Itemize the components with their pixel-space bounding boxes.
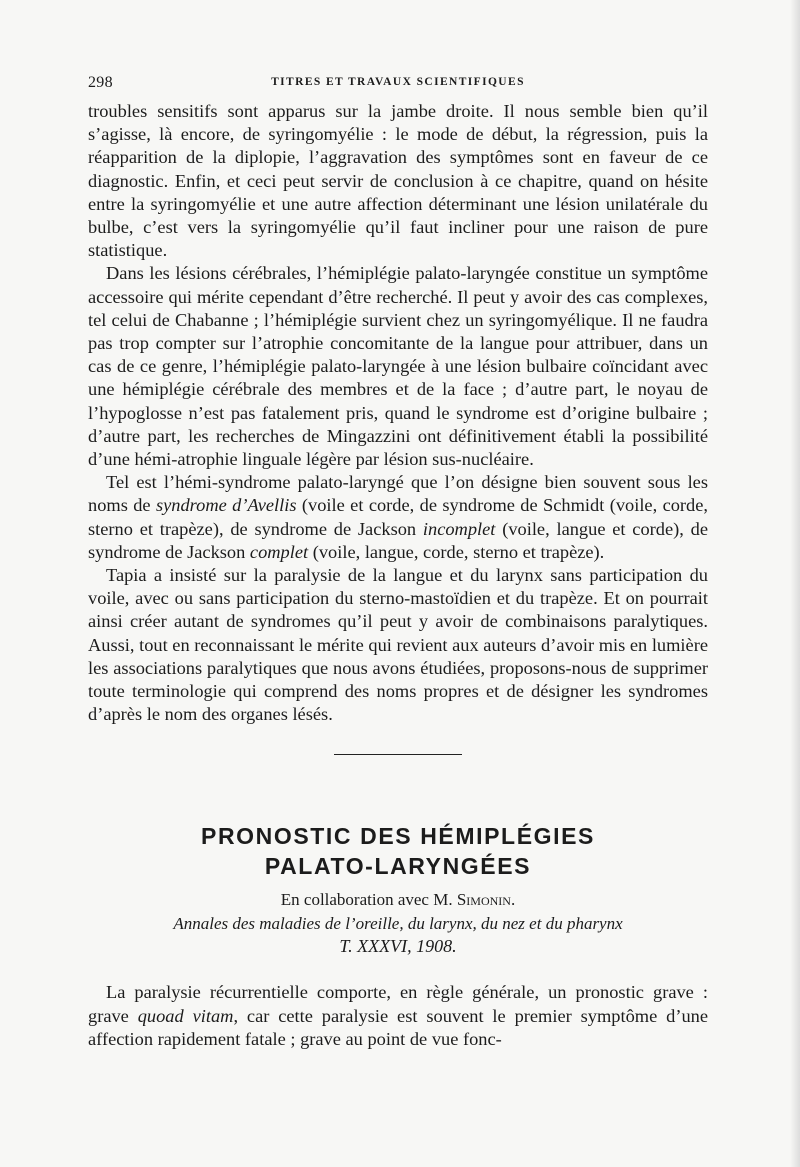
text-run: , car cette paralysie est souvent le premier symptôme d’une affection rapidement fatale ; grave au point de vue fonc-	[88, 1005, 708, 1049]
paragraph-cerebral-lesions: Dans les lésions cérébrales, l’hémiplégie palato-laryngée constitue un symptôme accessoire qui mérite cependant d’être recherché. Il peut y avoir des cas complexes, tel celui de Chabanne ; l’hémiplégie survient chez un syringomyélique. Il ne faudra pas trop compter sur l’atrophie concomitante de la langue pour attribuer, dans un cas de ce genre, l’hémiplégie palato-laryngée à une lésion bulbaire coïncidant avec une hémiplégie cérébrale des membres et de la face ; d’autre part, le noyau de l’hypoglosse n’est pas fatalement pris, quand le syndrome est d’origine bulbaire ; d’autre part, les recherches de Mingazzini ont définitivement établi la possibilité d’une hémi-atrophie linguale légère par lésion sus-nucléaire.	[88, 263, 708, 470]
page-number: 298	[88, 74, 113, 91]
text-run: Tel est l’hémi-syndrome palato-laryngé que l’on désigne bien souvent sous les noms de	[88, 472, 708, 516]
section-divider	[334, 754, 462, 755]
paragraph-tapia: Tapia a insisté sur la paralysie de la langue et du larynx sans participation du voile, avec ou sans participation du sterno-mastoïdien et du trapèze. Et on pourrait ainsi créer autant de syndromes qu’il peut y avoir de combinaisons paralytiques. Aussi, tout en reconnaissant le mérite qui revient aux auteurs d’avoir mis en lumière les associations paralytiques que nous avons étudiées, proposons-nous de supprimer toute terminologie qui comprend des noms propres et de désigner les syndromes d’après le nom des organes lésés.	[88, 565, 708, 725]
italic-term: complet	[249, 541, 309, 562]
paragraph-syringomyelia: troubles sensitifs sont apparus sur la jambe droite. Il nous semble bien qu’il s’agisse, là encore, de syringomyélie : le mode de début, la régression, puis la réapparition de la diplopie, l’aggravation des symptômes sont en faveur de ce diagnostic. Enfin, et ceci peut servir de conclusion à ce chapitre, quand on hésite entre la syringomyélie et une autre affection déterminant une lésion unilatérale du bulbe, c’est vers la syringomyélie qu’il faut incliner pour une raison de pure statistique.	[88, 101, 708, 261]
italic-term: quoad vitam	[137, 1005, 234, 1026]
text-run: (voile, langue, corde, sterno et trapèze).	[308, 541, 605, 562]
running-title: TITRES ET TRAVAUX SCIENTIFIQUES	[271, 76, 525, 88]
collab-suffix: .	[510, 890, 516, 910]
paragraph-prognosis	[88, 981, 708, 1051]
italic-term: syndrome d’Avellis	[155, 495, 297, 516]
section-title-line-1: PRONOSTIC DES HÉMIPLÉGIES	[201, 823, 595, 850]
paragraph-syndrome-names	[88, 471, 708, 564]
section-title	[88, 821, 708, 881]
journal-volume: T. XXXVI, 1908.	[339, 936, 457, 957]
text-run: (voile et corde, de syndrome de Schmidt (voile, corde, sterno et trapèze), de syndrome de Jackson	[88, 495, 709, 539]
running-header	[88, 70, 708, 98]
collab-name: Simonin	[456, 890, 511, 910]
text-run: La paralysie récurrentielle comporte, en règle générale, un pronostic grave : grave	[88, 982, 708, 1026]
journal-source: Annales des maladies de l’oreille, du larynx, du nez et du pharynx	[173, 914, 623, 934]
collab-prefix: En collaboration avec M.	[280, 890, 453, 910]
section-title-line-2: PALATO-LARYNGÉES	[264, 853, 532, 880]
text-run: (voile, langue et corde), de syndrome de Jackson	[88, 518, 708, 562]
collaboration-line	[88, 889, 708, 911]
italic-term: incomplet	[422, 518, 496, 539]
